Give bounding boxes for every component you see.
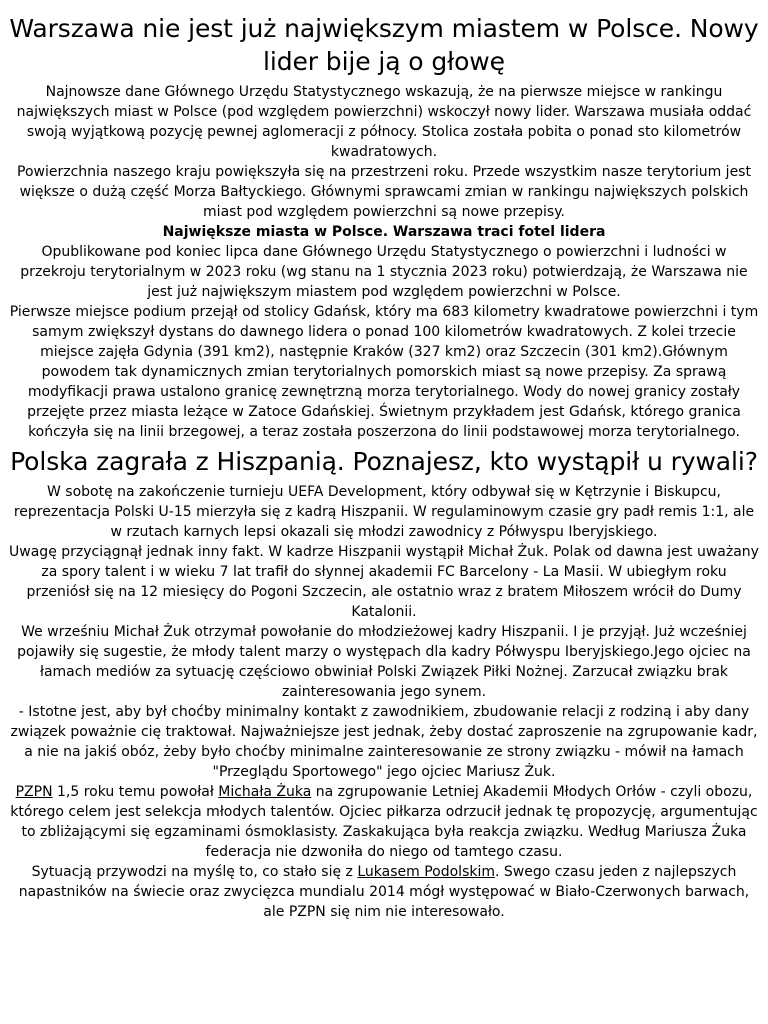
paragraph-text: Sytuacją przywodzi na myślę to, co stało się z bbox=[31, 864, 358, 880]
subheading: Największe miasta w Polsce. Warszawa traci fotel lidera bbox=[162, 224, 606, 240]
paragraph bbox=[8, 782, 760, 862]
article-warszawa bbox=[8, 12, 760, 442]
paragraph: Uwagę przyciągnął jednak inny fakt. W kadrze Hiszpanii wystąpił Michał Żuk. Polak od dawna jest uważany za spory talent i w wieku 7 lat trafił do słynnej akademii FC Barcelony - La Masii. W ubiegłym roku przeniósł się na 12 miesięcy do Pogoni Szczecin, ale ostatnio wraz z bratem Miłoszem wrócił do Dumy Katalonii. bbox=[9, 544, 759, 620]
paragraph-text: 1,5 roku temu powołał bbox=[52, 784, 219, 800]
article-title: Warszawa nie jest już największym miastem w Polsce. Nowy lider bije ją o głowę bbox=[9, 14, 759, 76]
paragraph: Powierzchnia naszego kraju powiększyła się na przestrzeni roku. Przede wszystkim nasze terytorium jest większe o dużą część Morza Bałtyckiego. Głównymi sprawcami zmian w rankingu największych polskich miast pod względem powierzchni są nowe przepisy. bbox=[17, 164, 751, 220]
paragraph: Najnowsze dane Głównego Urzędu Statystycznego wskazują, że na pierwsze miejsce w rankingu największych miast w Polsce (pod względem powierzchni) wskoczył nowy lider. Warszawa musiała oddać swoją wyjątkową pozycję pewnej aglomeracji z północy. Stolica została pobita o ponad sto kilometrów kwadratowych. bbox=[16, 84, 752, 160]
paragraph bbox=[8, 862, 760, 922]
link-michal-zuk[interactable]: Michała Żuka bbox=[218, 784, 312, 800]
paragraph: - Istotne jest, aby był choćby minimalny kontakt z zawodnikiem, zbudowanie relacji z rodziną i aby dany związek poważnie cię traktował. Najważniejsze jest jednak, żeby dostać zaproszenie na zgrupowanie kadr, a nie na jakiś obóz, żeby było choćby minimalne zainteresowanie ze strony związku - mówił na łamach "Przeglądu Sportowego" jego ojciec Mariusz Żuk. bbox=[10, 704, 758, 780]
paragraph: Pierwsze miejsce podium przejął od stolicy Gdańsk, który ma 683 kilometry kwadratowe powierzchni i tym samym zwiększył dystans do dawnego lidera o ponad 100 kilometrów kwadratowych. Z kolei trzecie miejsce zajęła Gdynia (391 km2), następnie Kraków (327 km2) oraz Szczecin (301 km2).Głównym powodem tak dynamicznych zmian terytorialnych pomorskich miast są nowe przepisy. Za sprawą modyfikacji prawa ustalono granicę zewnętrzną morza terytorialnego. Wody do nowej granicy zostały przejęte przez miasta leżące w Zatoce Gdańskiej. Świetnym przykładem jest Gdańsk, którego granica kończyła się na linii brzegowej, a teraz została poszerzona do linii podstawowej morza terytorialnego. bbox=[9, 304, 759, 440]
paragraph: Opublikowane pod koniec lipca dane Głównego Urzędu Statystycznego o powierzchni i ludności w przekroju terytorialnym w 2023 roku (wg stanu na 1 stycznia 2023 roku) potwierdzają, że Warszawa nie jest już największym miastem pod względem powierzchni w Polsce. bbox=[20, 244, 748, 300]
paragraph: We wrześniu Michał Żuk otrzymał powołanie do młodzieżowej kadry Hiszpanii. I je przyjął. Już wcześniej pojawiły się sugestie, że młody talent marzy o występach dla kadry Półwyspu Iberyjskiego.Jego ojciec na łamach mediów za sytuację częściowo obwiniał Polski Związek Piłki Nożnej. Zarzucał związku brak zainteresowania jego synem. bbox=[17, 624, 751, 700]
paragraph: W sobotę na zakończenie turnieju UEFA Development, który odbywał się w Kętrzynie i Biskupcu, reprezentacja Polski U-15 mierzyła się z kadrą Hiszpanii. W regulaminowym czasie gry padł remis 1:1, ale w rzutach karnych lepsi okazali się młodzi zawodnicy z Półwyspu Iberyjskiego. bbox=[13, 484, 755, 540]
link-lukas-podolski[interactable]: Lukasem Podolskim bbox=[357, 864, 496, 880]
paragraph-text: . Swego czasu jeden z najlepszych napastników na świecie oraz zwycięzca mundialu 2014 mógł występować w Biało-Czerwonych barwach, ale PZPN się nim nie interesowało. bbox=[18, 864, 750, 920]
link-pzpn[interactable]: PZPN bbox=[15, 784, 53, 800]
paragraph-text: na zgrupowanie Letniej Akademii Młodych Orłów - czyli obozu, którego celem jest selekcja młodych talentów. Ojciec piłkarza odrzucił jednak tę propozycję, argumentując to zbliżającymi się egzaminami ósmoklasisty. Zaskakująca była reakcja związku. Według Mariusza Żuka federacja nie dzwoniła do niego od tamtego czasu. bbox=[10, 784, 758, 860]
article-hiszpania bbox=[8, 445, 760, 922]
article-title: Polska zagrała z Hiszpanią. Poznajesz, kto wystąpił u rywali? bbox=[10, 447, 758, 476]
